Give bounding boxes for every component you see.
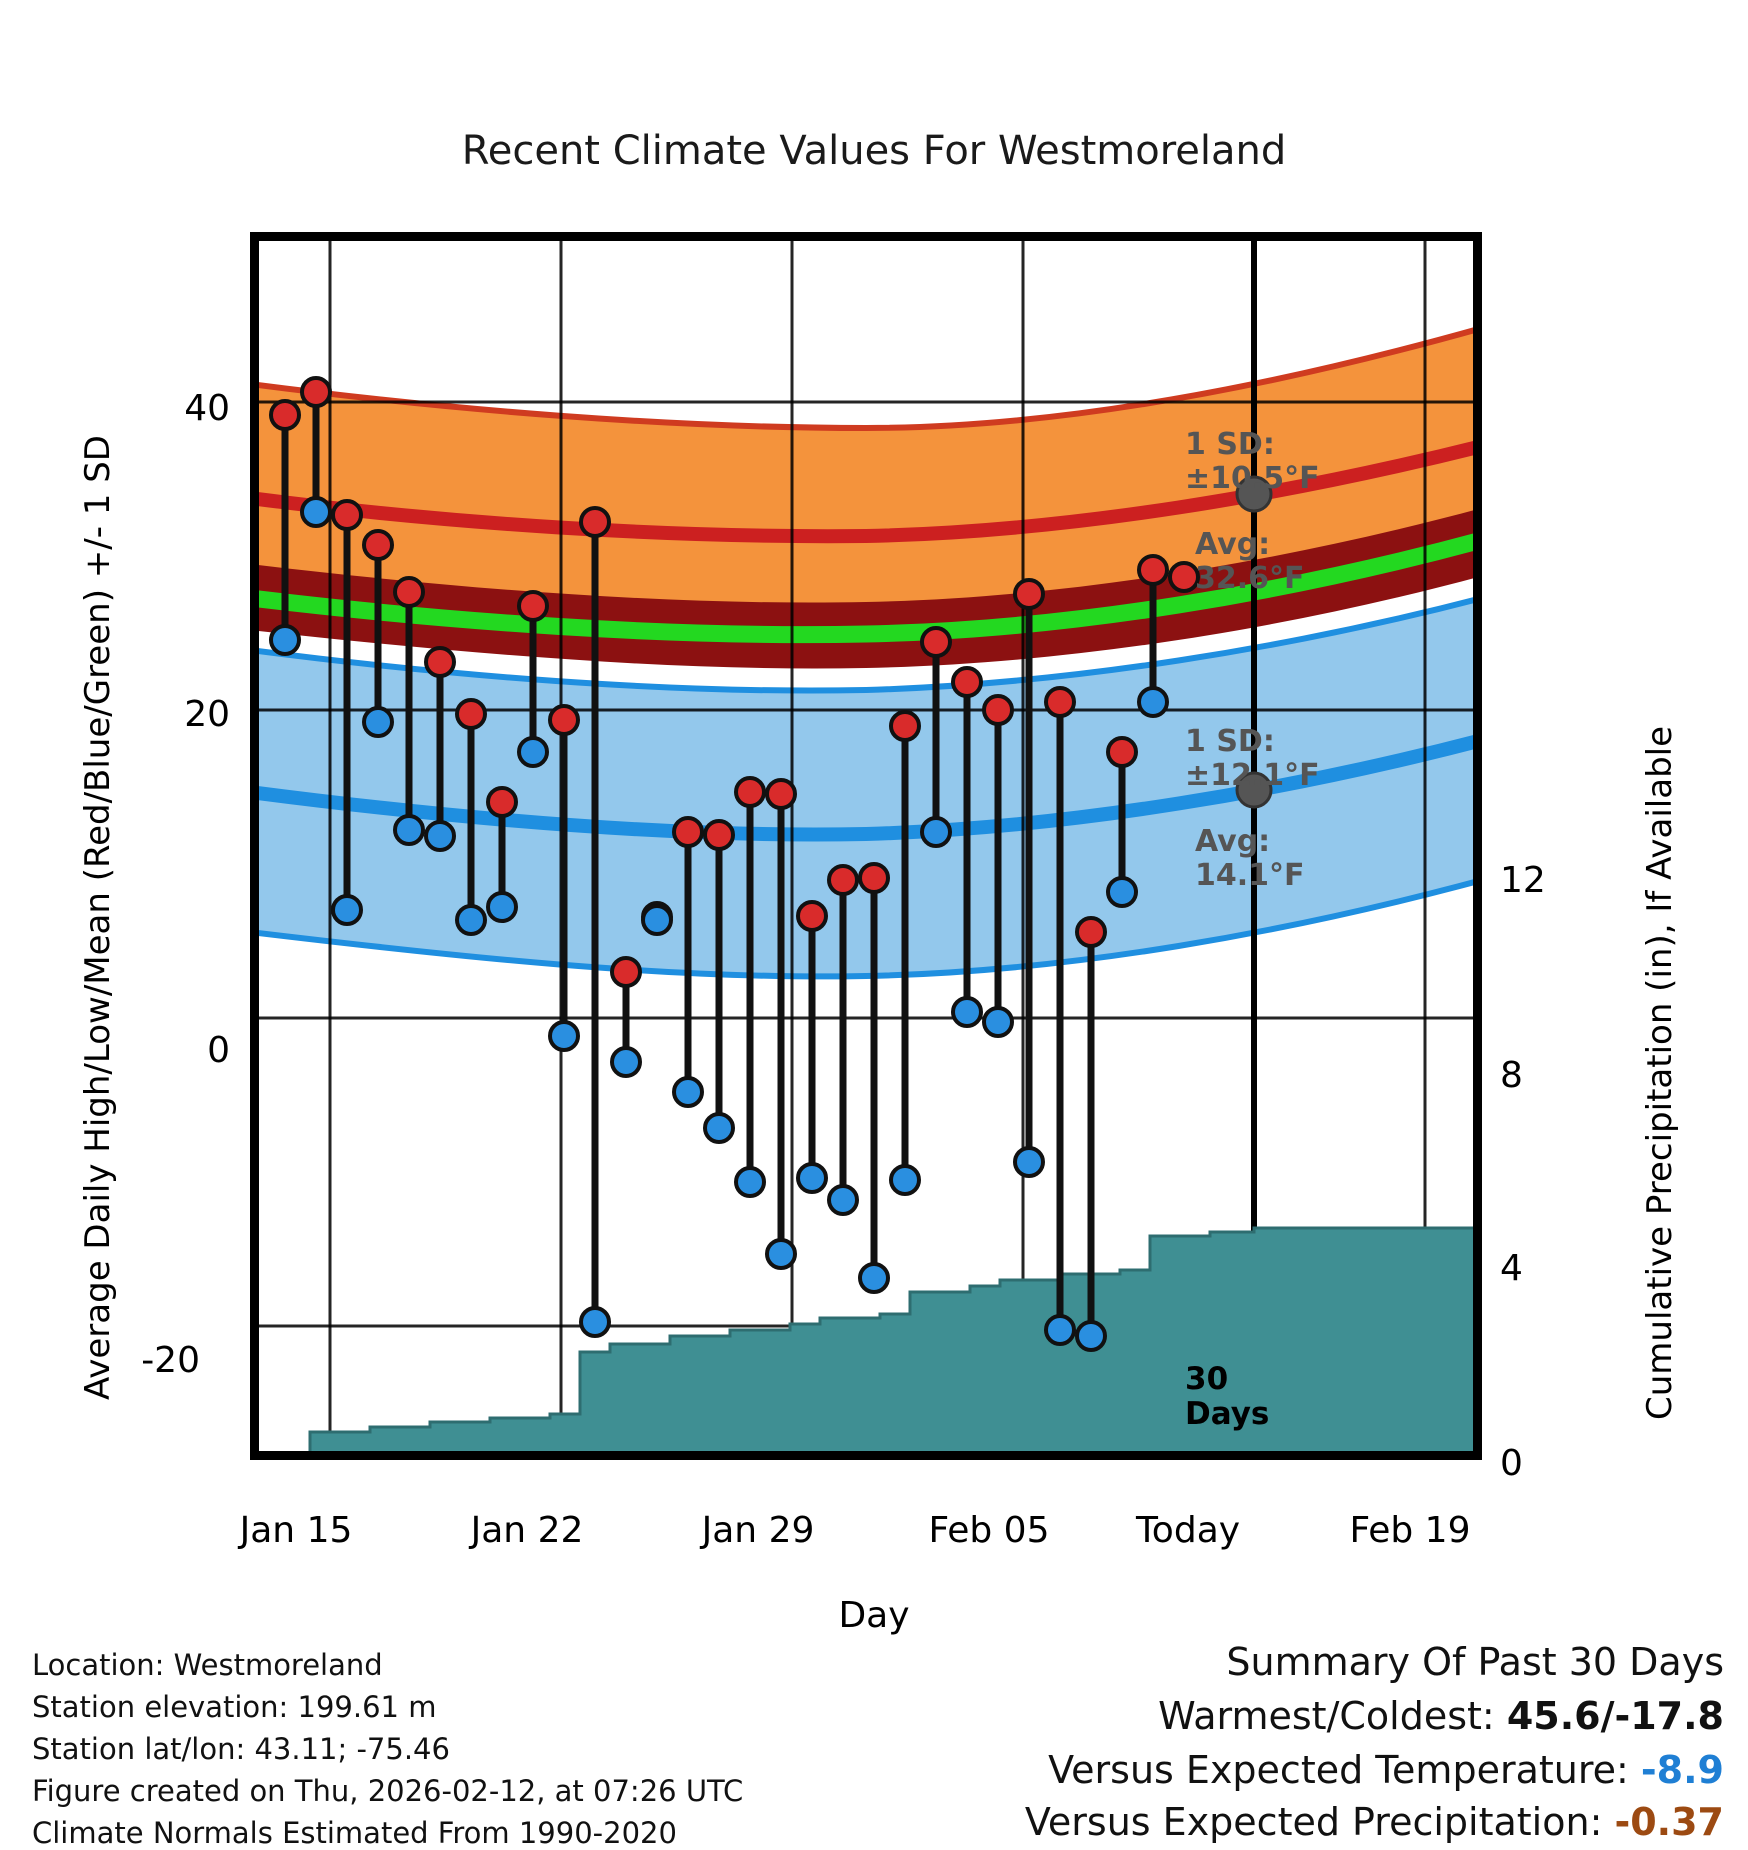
footer-location: Location: Westmoreland — [32, 1648, 383, 1682]
summary-warm-cold-value: 45.6/-17.8 — [1506, 1694, 1724, 1738]
annotation-high-avg-label: Avg: — [1195, 527, 1271, 562]
annotation-high-sd — [1185, 428, 1320, 495]
xtick-1: Jan 22 — [470, 1510, 584, 1551]
xtick-today: Today — [1135, 1510, 1241, 1551]
xtick-2: Jan 29 — [701, 1510, 815, 1551]
ytick-right-1: 8 — [1500, 1055, 1523, 1096]
x-axis-label: Day — [838, 1595, 910, 1636]
y-axis-label-right: Cumulative Precipitation (in), If Available — [1640, 725, 1680, 1420]
xtick-3: Feb 05 — [928, 1510, 1050, 1551]
ytick-left-3: -20 — [141, 1340, 200, 1381]
annotation-low-avg-value: 14.1°F — [1195, 857, 1305, 893]
annotation-precip-window — [1185, 1362, 1269, 1431]
y-axis-label-left: Average Daily High/Low/Mean (Red/Blue/Green) +/- 1 SD — [78, 435, 118, 1400]
summary-vs-precip — [1025, 1800, 1724, 1844]
summary-vs-precip-value: -0.37 — [1614, 1800, 1724, 1844]
ytick-left-0: 40 — [184, 388, 230, 429]
annotation-precip-window-line2: Days — [1185, 1395, 1270, 1432]
summary-vs-precip-label: Versus Expected Precipitation: — [1024, 1800, 1603, 1844]
footer-latlon: Station lat/lon: 43.11; -75.46 — [32, 1732, 450, 1766]
annotation-high-avg — [1195, 528, 1305, 595]
chart-title: Recent Climate Values For Westmoreland — [461, 128, 1287, 174]
summary-vs-temp-label: Versus Expected Temperature: — [1048, 1748, 1629, 1792]
summary-warm-cold — [1158, 1694, 1724, 1738]
xtick-5: Feb 19 — [1349, 1510, 1471, 1551]
annotation-low-sd-label: 1 SD: — [1185, 724, 1275, 759]
ytick-right-2: 4 — [1500, 1248, 1523, 1289]
footer-normals: Climate Normals Estimated From 1990-2020 — [32, 1816, 677, 1850]
footer-elevation: Station elevation: 199.61 m — [32, 1690, 437, 1724]
ytick-right-0: 12 — [1500, 860, 1546, 901]
summary-vs-temp — [1048, 1748, 1724, 1792]
ytick-right-3: 0 — [1500, 1443, 1523, 1484]
footer-created: Figure created on Thu, 2026-02-12, at 07:26 UTC — [32, 1774, 744, 1808]
xtick-0: Jan 15 — [239, 1510, 353, 1551]
ytick-left-1: 20 — [184, 694, 230, 735]
annotation-low-avg-label: Avg: — [1195, 824, 1271, 859]
annotation-low-avg — [1195, 825, 1305, 892]
annotation-high-sd-value: ±10.5°F — [1185, 460, 1320, 496]
annotation-high-avg-value: 32.6°F — [1195, 560, 1305, 596]
summary-warm-cold-label: Warmest/Coldest: — [1158, 1694, 1495, 1738]
annotation-low-sd — [1185, 725, 1320, 792]
summary-vs-temp-value: -8.9 — [1640, 1748, 1724, 1792]
summary-title: Summary Of Past 30 Days — [1226, 1640, 1724, 1684]
annotation-high-sd-label: 1 SD: — [1185, 427, 1275, 462]
annotation-precip-window-line1: 30 — [1185, 1361, 1229, 1397]
annotation-low-sd-value: ±12.1°F — [1185, 757, 1320, 793]
ytick-left-2: 0 — [207, 1030, 230, 1071]
